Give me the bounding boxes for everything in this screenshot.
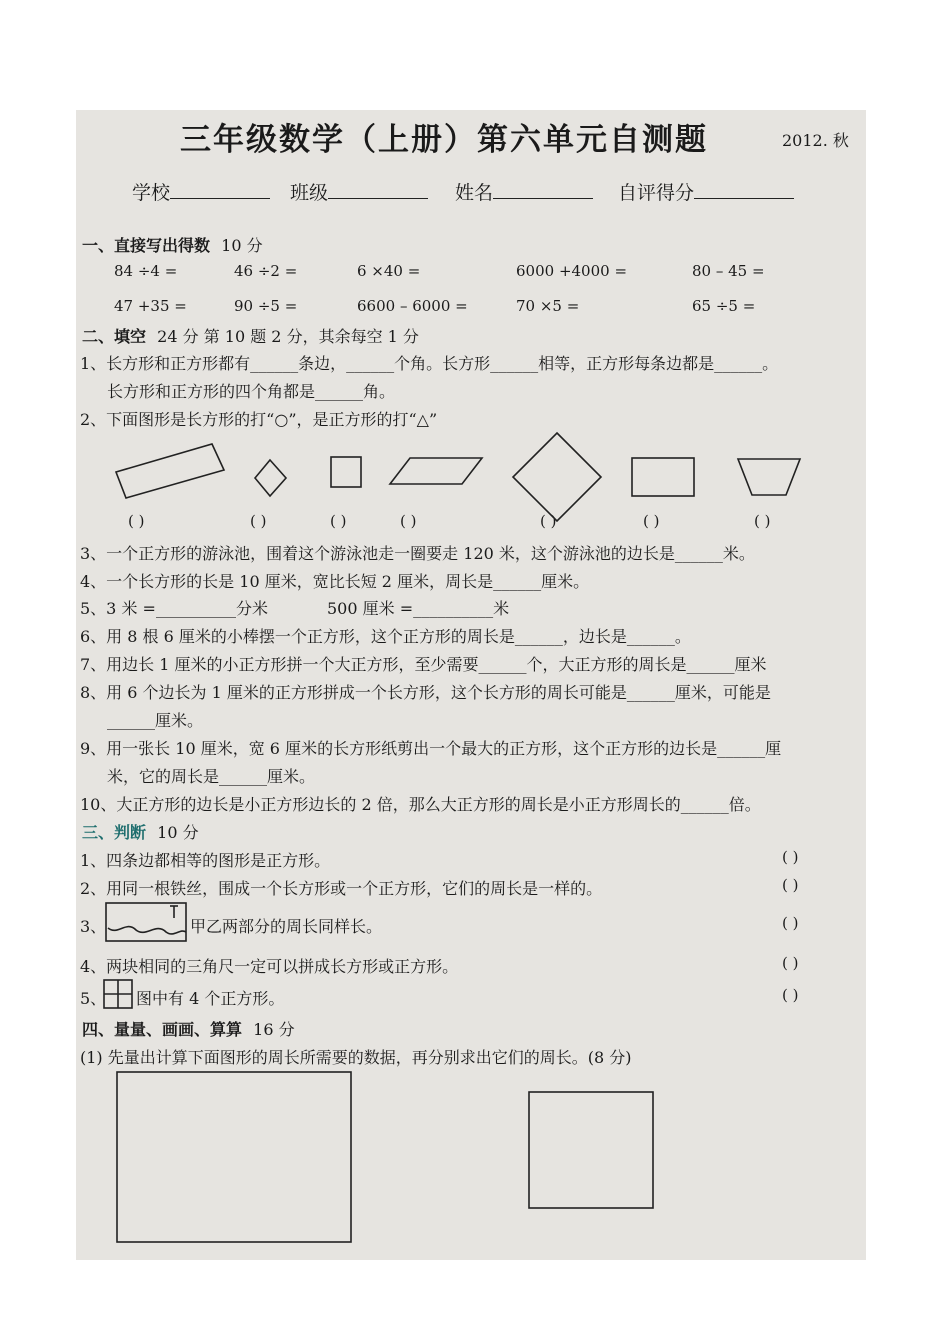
question-5a: 5、3 米 =__________分米: [80, 599, 268, 618]
section2-heading: 二、填空 24 分 第 10 题 2 分，其余每空 1 分: [82, 327, 419, 346]
question-1-cont: 长方形和正方形的四个角都是______角。: [107, 382, 396, 401]
calc-item: 6000 +4000 =: [516, 262, 628, 280]
name-field[interactable]: 姓名: [455, 178, 593, 205]
tilted-rectangle-shape: [116, 444, 224, 498]
question-3: 3、一个正方形的游泳池，围着这个游泳池走一圈要走 120 米，这个游泳池的边长是______米。: [80, 544, 755, 563]
question-2: 2、下面图形是长方形的打“○”，是正方形的打“△”: [80, 410, 438, 429]
question-8-cont: ______厘米。: [107, 711, 204, 730]
question-8: 8、用 6 个边长为 1 厘米的正方形拼成一个长方形，这个长方形的周长可能是______厘米，可能是: [80, 683, 771, 702]
question-1: 1、长方形和正方形都有______条边，______个角。长方形______相等，正方形每条边都是______。: [80, 354, 779, 373]
judge-3: 甲乙两部分的周长同样长。: [190, 917, 383, 936]
calc-item: 46 ÷2 =: [234, 262, 298, 280]
calc-item: 6 ×40 =: [357, 262, 421, 280]
question-4: 4、一个长方形的长是 10 厘米，宽比长短 2 厘米，周长是______厘米。: [80, 572, 590, 591]
answer-parens[interactable]: ( ): [400, 512, 417, 530]
exam-date: 2012. 秋: [782, 131, 849, 150]
page-title: 三年级数学（上册）第六单元自测题: [180, 122, 708, 158]
measure-question-1: (1) 先量出计算下面图形的周长所需要的数据，再分别求出它们的周长。(8 分): [80, 1048, 632, 1067]
judge-3-number: 3、: [80, 917, 107, 936]
question-10: 10、大正方形的边长是小正方形边长的 2 倍，那么大正方形的周长是小正方形周长的______倍。: [80, 795, 761, 814]
calc-item: 65 ÷5 =: [692, 297, 756, 315]
small-square-figure: [529, 1092, 653, 1208]
judge-5-number: 5、: [80, 989, 107, 1008]
answer-parens[interactable]: ( ): [754, 512, 771, 530]
judge-answer[interactable]: ( ): [782, 876, 799, 894]
judge-answer[interactable]: ( ): [782, 986, 799, 1004]
calc-item: 6600 – 6000 =: [357, 297, 468, 315]
answer-parens[interactable]: ( ): [330, 512, 347, 530]
question-9-cont: 米，它的周长是______厘米。: [107, 767, 316, 786]
trapezoid-shape: [738, 459, 800, 495]
judge-1: 1、四条边都相等的图形是正方形。: [80, 851, 331, 870]
question-9: 9、用一张长 10 厘米，宽 6 厘米的长方形纸剪出一个最大的正方形，这个正方形的边长是______厘: [80, 739, 782, 758]
judge-answer[interactable]: ( ): [782, 954, 799, 972]
section4-heading: 四、量量、画画、算算 16 分: [82, 1020, 295, 1039]
judge-answer[interactable]: ( ): [782, 848, 799, 866]
small-rhombus-shape: [255, 460, 286, 496]
rectangle-shape: [632, 458, 694, 496]
jiayi-figure: [106, 903, 186, 941]
answer-parens[interactable]: ( ): [250, 512, 267, 530]
answer-parens[interactable]: ( ): [128, 512, 145, 530]
answer-parens[interactable]: ( ): [643, 512, 660, 530]
parallelogram-shape: [390, 458, 482, 484]
calc-item: 70 ×5 =: [516, 297, 580, 315]
square-grid-figure: [104, 980, 132, 1008]
calc-item: 80 – 45 =: [692, 262, 765, 280]
calc-item: 84 ÷4 =: [114, 262, 178, 280]
small-square-shape: [331, 457, 361, 487]
question-7: 7、用边长 1 厘米的小正方形拼一个大正方形，至少需要______个，大正方形的周长是______厘米: [80, 655, 767, 674]
judge-4: 4、两块相同的三角尺一定可以拼成长方形或正方形。: [80, 957, 459, 976]
large-square-figure: [117, 1072, 351, 1242]
score-field[interactable]: 自评得分: [618, 178, 794, 205]
judge-2: 2、用同一根铁丝，围成一个长方形或一个正方形，它们的周长是一样的。: [80, 879, 603, 898]
class-field[interactable]: 班级: [290, 178, 428, 205]
calc-item: 47 +35 =: [114, 297, 187, 315]
section3-heading: 三、判断 10 分: [82, 823, 199, 842]
tilted-square-shape: [513, 433, 601, 521]
calc-item: 90 ÷5 =: [234, 297, 298, 315]
school-field[interactable]: 学校: [132, 178, 270, 205]
judge-answer[interactable]: ( ): [782, 914, 799, 932]
judge-5: 图中有 4 个正方形。: [136, 989, 285, 1008]
question-6: 6、用 8 根 6 厘米的小棒摆一个正方形，这个正方形的周长是______，边长是______。: [80, 627, 691, 646]
question-5b: 500 厘米 =__________米: [327, 599, 510, 618]
answer-parens[interactable]: ( ): [540, 512, 557, 530]
section1-heading: 一、直接写出得数 10 分: [82, 236, 263, 255]
